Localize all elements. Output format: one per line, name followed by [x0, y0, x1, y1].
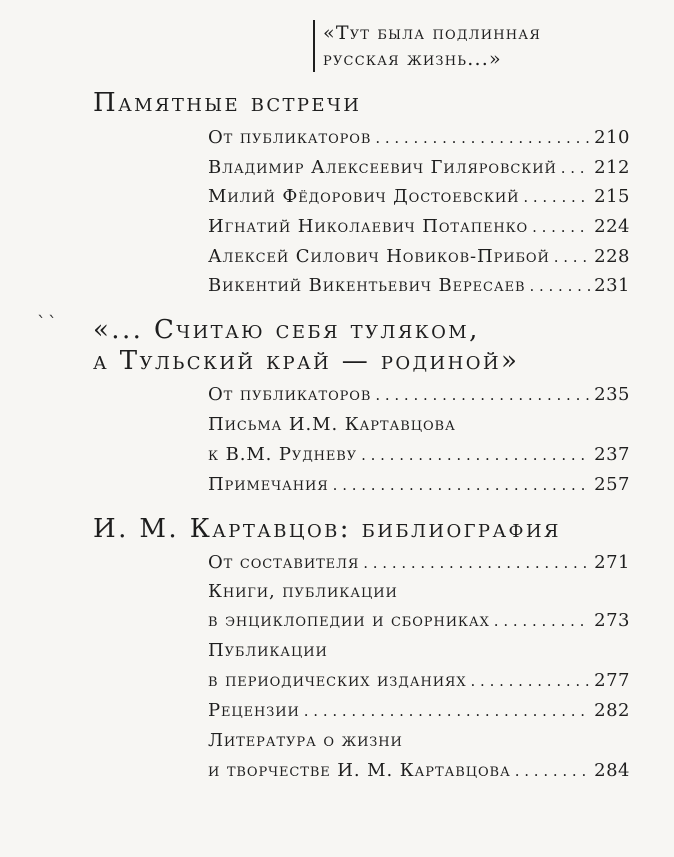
running-head-line-1: «Тут была подлинная: [323, 22, 542, 44]
toc-entry-page: 282: [594, 700, 630, 721]
dot-leader: [494, 609, 590, 633]
dot-leader: [333, 473, 590, 497]
toc-entry-page: 215: [594, 186, 630, 207]
toc-entry-label: От публикаторов: [208, 127, 372, 148]
toc-entry-label: к В.М. Рудневу: [208, 444, 358, 465]
toc-entry[interactable]: [208, 699, 630, 723]
dot-leader: [304, 699, 590, 723]
toc-entry[interactable]: [208, 669, 630, 693]
toc-entry-label: От составителя: [208, 552, 360, 573]
toc-entry[interactable]: [208, 609, 630, 633]
toc-entry-label: Рецензии: [208, 700, 300, 721]
running-head-line-2: русская жизнь...»: [323, 48, 502, 70]
toc-entry[interactable]: [208, 473, 630, 497]
toc-entry-page: 210: [594, 127, 630, 148]
toc-entry[interactable]: [208, 551, 630, 575]
toc-entry-label: Милий Фёдорович Достоевский: [208, 186, 520, 207]
dot-leader: [523, 185, 590, 209]
dot-leader: [361, 443, 590, 467]
toc-entry[interactable]: [208, 185, 630, 209]
section-title-pamyatnye-vstrechi: Памятные встречи: [93, 88, 362, 118]
toc-entry-label: и творчестве И. М. Картавцова: [208, 760, 511, 781]
toc-entry-page: 212: [594, 157, 630, 178]
dot-leader: [529, 274, 590, 298]
toc-entry[interactable]: [208, 245, 630, 269]
toc-entry-label: Письма И.М. Картавцова: [208, 414, 456, 435]
toc-entry[interactable]: [208, 383, 630, 407]
toc-entry-page: 273: [594, 610, 630, 631]
running-head: [313, 20, 541, 72]
toc-entry-first-line[interactable]: [208, 639, 630, 663]
toc-entry[interactable]: [208, 126, 630, 150]
toc-entry-label: Примечания: [208, 474, 329, 495]
dot-leader: [375, 383, 590, 407]
toc-entry-label: Владимир Алексеевич Гиляровский: [208, 157, 557, 178]
toc-entry-label: Книги, публикации: [208, 581, 398, 602]
toc-entry-label: Публикации: [208, 640, 328, 661]
dot-leader: [561, 156, 590, 180]
toc-entry[interactable]: [208, 274, 630, 298]
dot-leader: [515, 759, 590, 783]
toc-entry-page: 235: [594, 384, 630, 405]
toc-entry[interactable]: [208, 215, 630, 239]
dot-leader: [375, 126, 590, 150]
dot-leader: [471, 669, 591, 693]
dot-leader: [363, 551, 590, 575]
toc-entry-page: 228: [594, 246, 630, 267]
toc-entry-page: 257: [594, 474, 630, 495]
toc-entry-first-line[interactable]: [208, 413, 630, 437]
section-title-tulyak-line-2: а Тульский край — родиной»: [93, 346, 520, 376]
toc-entry-page: 277: [594, 670, 630, 691]
toc-entry[interactable]: [208, 443, 630, 467]
toc-entry[interactable]: [208, 156, 630, 180]
toc-entry-page: 284: [594, 760, 630, 781]
toc-entry[interactable]: [208, 759, 630, 783]
toc-entry-label: Игнатий Николаевич Потапенко: [208, 216, 529, 237]
dot-leader: [554, 245, 590, 269]
section-title-tulyak-line-1: «... Считаю себя туляком,: [93, 315, 480, 345]
toc-entry-page: 224: [594, 216, 630, 237]
toc-entry-label: Литература о жизни: [208, 730, 403, 751]
toc-entry-first-line[interactable]: [208, 729, 630, 753]
toc-entry-page: 271: [594, 552, 630, 573]
section-title-bibliografiya: И. М. Картавцов: библиография: [93, 514, 561, 544]
stray-print-mark: ˋˋ: [37, 313, 59, 334]
toc-entry-label: От публикаторов: [208, 384, 372, 405]
toc-entry-page: 237: [594, 444, 630, 465]
toc-entry-first-line[interactable]: [208, 580, 630, 604]
dot-leader: [532, 215, 590, 239]
toc-entry-label: Алексей Силович Новиков-Прибой: [208, 246, 550, 267]
toc-entry-page: 231: [594, 275, 630, 296]
toc-entry-label: в периодических изданиях: [208, 670, 467, 691]
toc-entry-label: в энциклопедии и сборниках: [208, 610, 490, 631]
toc-entry-label: Викентий Викентьевич Вересаев: [208, 275, 526, 296]
